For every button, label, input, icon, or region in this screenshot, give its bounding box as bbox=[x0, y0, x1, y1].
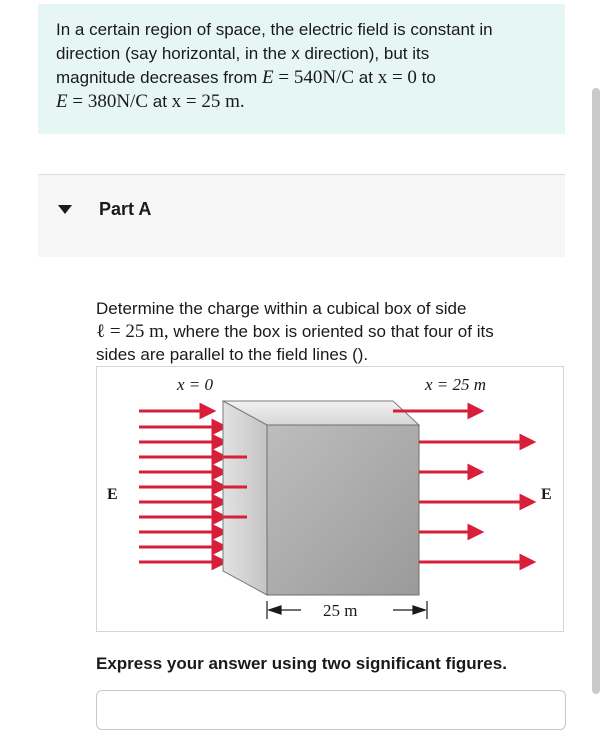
answer-input[interactable] bbox=[96, 690, 566, 730]
cube-field-figure[interactable] bbox=[96, 366, 564, 632]
part-title: Part A bbox=[99, 199, 152, 219]
position-final: x = 25 m. bbox=[171, 91, 245, 112]
problem-line-3-post: to bbox=[421, 68, 436, 87]
problem-line-3-mid: at bbox=[358, 68, 373, 87]
label-x0: x = 0 bbox=[177, 375, 214, 394]
label-E-left: E bbox=[107, 486, 118, 503]
label-E-right: E bbox=[541, 486, 552, 503]
question-line-1: Determine the charge within a cubical box of side bbox=[96, 299, 467, 318]
problem-line-3 bbox=[56, 66, 549, 90]
problem-line-2 bbox=[56, 42, 549, 66]
answer-instructions: Express your answer using two significant figures. bbox=[96, 654, 507, 673]
scrollbar[interactable] bbox=[592, 88, 600, 694]
field-value-initial-text: 540N/C bbox=[293, 67, 355, 88]
cube bbox=[223, 401, 419, 595]
field-value-initial: E = 540N/C bbox=[262, 67, 355, 88]
dimension-label: 25 m bbox=[323, 601, 358, 620]
problem-line-4-mid: at bbox=[152, 92, 167, 111]
field-value-final-text: 380N/C bbox=[87, 91, 149, 112]
question-line-2-text: where the box is oriented so that four of its bbox=[173, 322, 494, 341]
label-x25: x = 25 m bbox=[425, 375, 487, 394]
question-text bbox=[96, 297, 566, 366]
cube-left-face bbox=[223, 401, 267, 595]
side-length: ℓ = 25 m, bbox=[96, 321, 169, 342]
question-line-2 bbox=[96, 320, 566, 343]
question-line-3: sides are parallel to the field lines (). bbox=[96, 345, 369, 364]
field-value-final: E = 380N/C bbox=[56, 91, 149, 112]
problem-line-4 bbox=[56, 90, 549, 114]
collapse-triangle-icon[interactable] bbox=[58, 205, 72, 214]
cube-front-face bbox=[267, 425, 419, 595]
problem-line-2-text: direction (say horizontal, in the x direction), but its bbox=[56, 44, 430, 63]
cube-field-diagram bbox=[97, 367, 563, 631]
position-initial: x = 0 bbox=[377, 67, 417, 88]
problem-line-1: In a certain region of space, the electric field is constant in bbox=[56, 20, 493, 39]
problem-statement bbox=[38, 4, 565, 134]
part-a-header[interactable] bbox=[38, 175, 565, 257]
problem-line-3-pre: magnitude decreases from bbox=[56, 68, 258, 87]
